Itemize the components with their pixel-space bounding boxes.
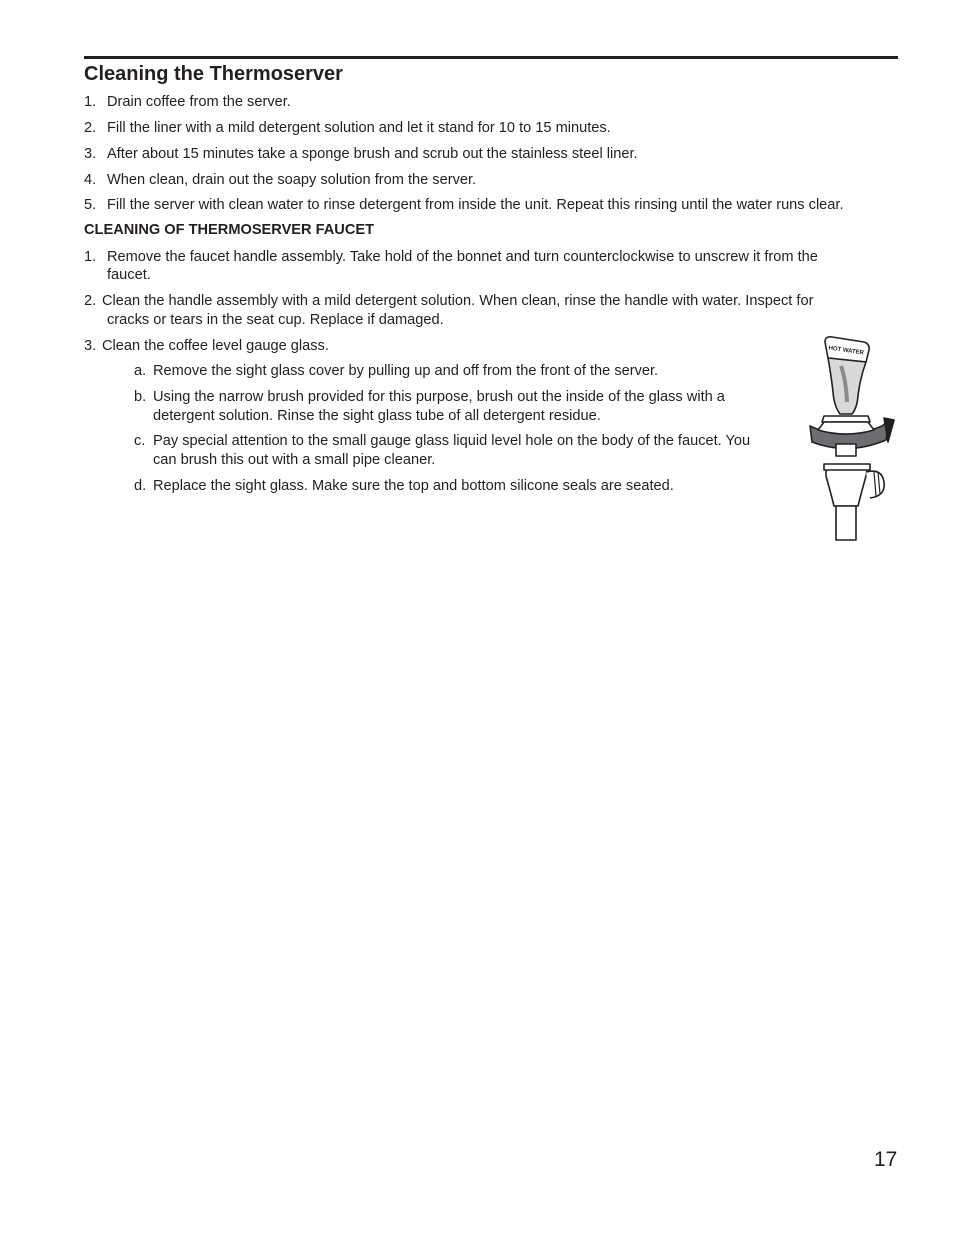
- faucet-step-text: Remove the faucet handle assembly. Take hold of the bonnet and turn counterclockwise to unscrew it from the: [107, 249, 818, 265]
- page-title: Cleaning the Thermoserver: [84, 63, 343, 85]
- faucet-step-text-cont: cracks or tears in the seat cup. Replace if damaged.: [107, 312, 444, 328]
- faucet-section-heading: CLEANING OF THERMOSERVER FAUCET: [84, 222, 375, 238]
- step-text: After about 15 minutes take a sponge brush and scrub out the stainless steel liner.: [107, 146, 638, 162]
- gauge-step-text: Using the narrow brush provided for this purpose, brush out the inside of the glass with a: [153, 389, 725, 405]
- step-number: 1.: [84, 94, 97, 110]
- gauge-step-text: Replace the sight glass. Make sure the top and bottom silicone seals are seated.: [153, 478, 674, 494]
- page-number: 17: [874, 1148, 898, 1171]
- gauge-step-letter: b.: [134, 389, 147, 405]
- faucet-assembly-icon: [800, 330, 896, 545]
- step-text: Fill the server with clean water to rinse detergent from inside the unit. Repeat this rinsing until the water runs clear.: [107, 197, 844, 213]
- faucet-step-number: 3.: [84, 338, 97, 354]
- faucet-handle-label: HOT WATER: [828, 345, 865, 357]
- faucet-step-text-cont: faucet.: [107, 267, 151, 283]
- gauge-step-letter: d.: [134, 478, 147, 494]
- gauge-step-text: Remove the sight glass cover by pulling up and off from the front of the server.: [153, 363, 659, 379]
- faucet-step-number: 1.: [84, 249, 97, 265]
- faucet-step-number: 2.: [84, 293, 97, 309]
- step-number: 4.: [84, 172, 97, 188]
- gauge-step-text: Pay special attention to the small gauge glass liquid level hole on the body of the faucet. You: [153, 433, 751, 449]
- faucet-step-text: Clean the coffee level gauge glass.: [102, 338, 329, 354]
- step-text: Fill the liner with a mild detergent solution and let it stand for 10 to 15 minutes.: [107, 120, 611, 136]
- faucet-step-text: Clean the handle assembly with a mild detergent solution. When clean, rinse the handle with water. Inspect for: [102, 293, 814, 309]
- header-rule: [84, 56, 898, 59]
- step-number: 2.: [84, 120, 97, 136]
- gauge-step-text-cont: detergent solution. Rinse the sight glass tube of all detergent residue.: [153, 408, 601, 424]
- step-text: Drain coffee from the server.: [107, 94, 291, 110]
- step-number: 5.: [84, 197, 97, 213]
- step-text: When clean, drain out the soapy solution from the server.: [107, 172, 477, 188]
- gauge-step-letter: c.: [134, 433, 146, 449]
- gauge-step-text-cont: can brush this out with a small pipe cleaner.: [153, 452, 436, 468]
- step-number: 3.: [84, 146, 97, 162]
- gauge-step-letter: a.: [134, 363, 147, 379]
